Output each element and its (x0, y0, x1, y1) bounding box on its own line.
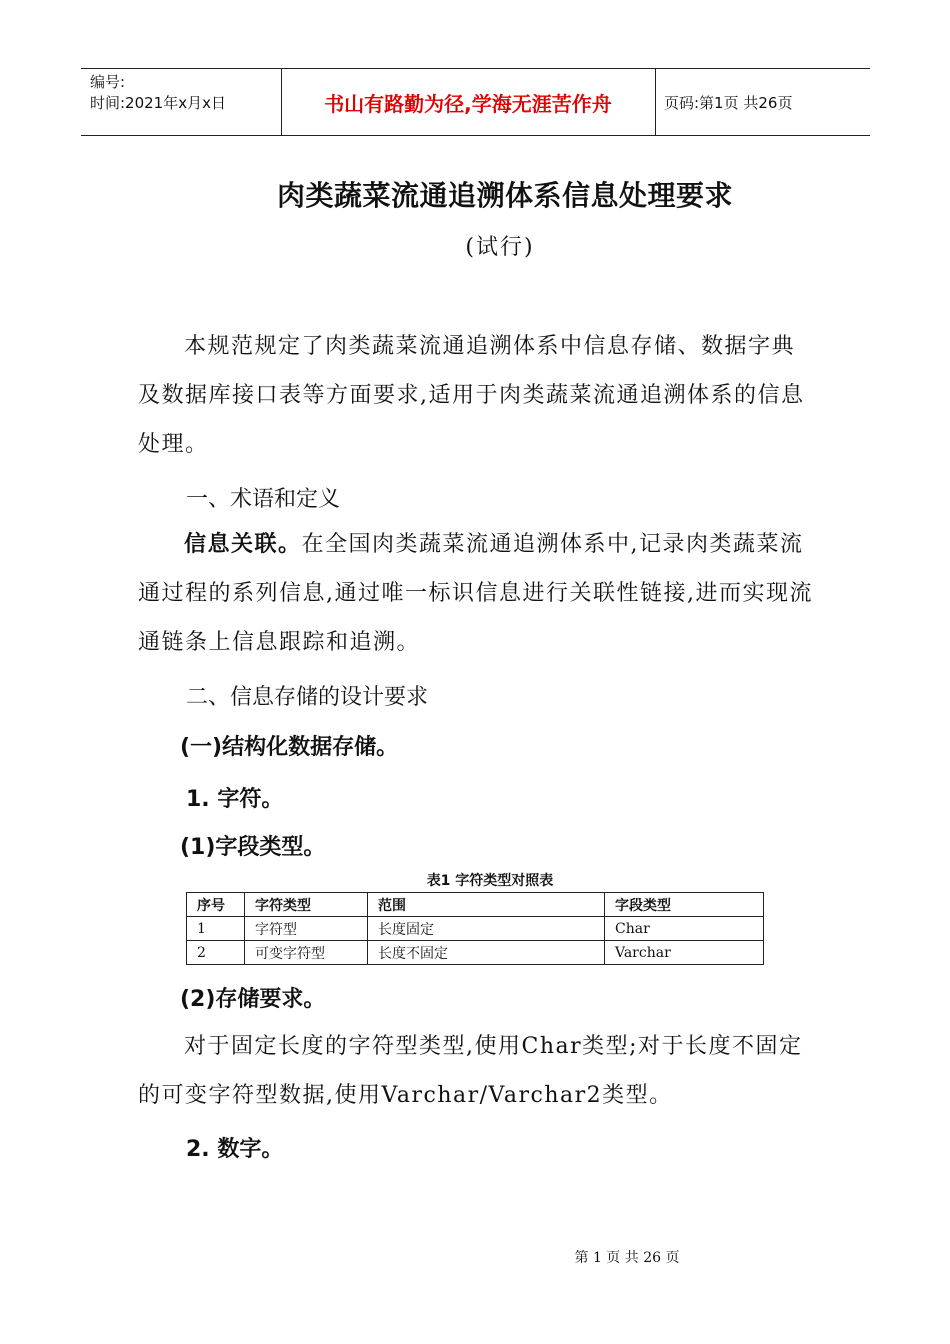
table-header-cell: 序号 (187, 893, 245, 917)
header-motto: 书山有路勤为径,学海无涯苦作舟 (324, 92, 612, 116)
table-cell: Varchar (605, 941, 764, 965)
sub-item2-heading: (2)存储要求。 (180, 987, 326, 1012)
header-number-label: 编号: (90, 73, 126, 91)
term-paragraph (138, 520, 818, 667)
table-row (187, 941, 764, 965)
table-cell: 2 (187, 941, 245, 965)
char-type-table (186, 892, 764, 965)
table-cell: 长度固定 (368, 917, 605, 941)
item1-heading: 1. 字符。 (186, 787, 284, 812)
document-title: 肉类蔬菜流通追溯体系信息处理要求 (276, 179, 733, 212)
page-footer: 第 1 页 共 26 页 (574, 1250, 680, 1266)
header-time-label: 时间:2021年x月x日 (90, 94, 226, 112)
sub1-heading: (一)结构化数据存储。 (180, 735, 399, 760)
table-cell: 字符型 (245, 917, 368, 941)
table-cell: 可变字符型 (245, 941, 368, 965)
term-name: 信息关联。 (184, 531, 302, 557)
section2-heading: 二、信息存储的设计要求 (186, 685, 429, 710)
sub-item1-heading: (1)字段类型。 (180, 835, 326, 860)
header-left (90, 72, 226, 114)
header-divider-right (655, 68, 656, 136)
document-subtitle: (试行) (465, 235, 535, 260)
table-cell: 1 (187, 917, 245, 941)
table-cell: 长度不固定 (368, 941, 605, 965)
table-header-row (187, 893, 764, 917)
item2-heading: 2. 数字。 (186, 1137, 284, 1162)
table-header-cell: 范围 (368, 893, 605, 917)
header-page-info: 页码:第1页 共26页 (664, 94, 793, 112)
term-text: 在全国肉类蔬菜流通追溯体系中,记录肉类蔬菜流通过程的系列信息,通过唯一标识信息进行关联性链接,进而实现流通链条上信息跟踪和追溯。 (138, 532, 813, 655)
table-header-cell: 字符类型 (245, 893, 368, 917)
table-header-cell: 字段类型 (605, 893, 764, 917)
section1-heading: 一、术语和定义 (186, 487, 341, 512)
table-cell: Char (605, 917, 764, 941)
intro-paragraph: 本规范规定了肉类蔬菜流通追溯体系中信息存储、数据字典及数据库接口表等方面要求,适用于肉类蔬菜流通追溯体系的信息处理。 (138, 334, 805, 457)
table-row (187, 917, 764, 941)
table-caption: 表1 字符类型对照表 (426, 873, 554, 889)
header-bottom-rule (81, 135, 870, 136)
storage-paragraph: 对于固定长度的字符型类型,使用Char类型;对于长度不固定的可变字符型数据,使用Varchar/Varchar2类型。 (138, 1034, 803, 1108)
header-top-rule (81, 68, 870, 69)
